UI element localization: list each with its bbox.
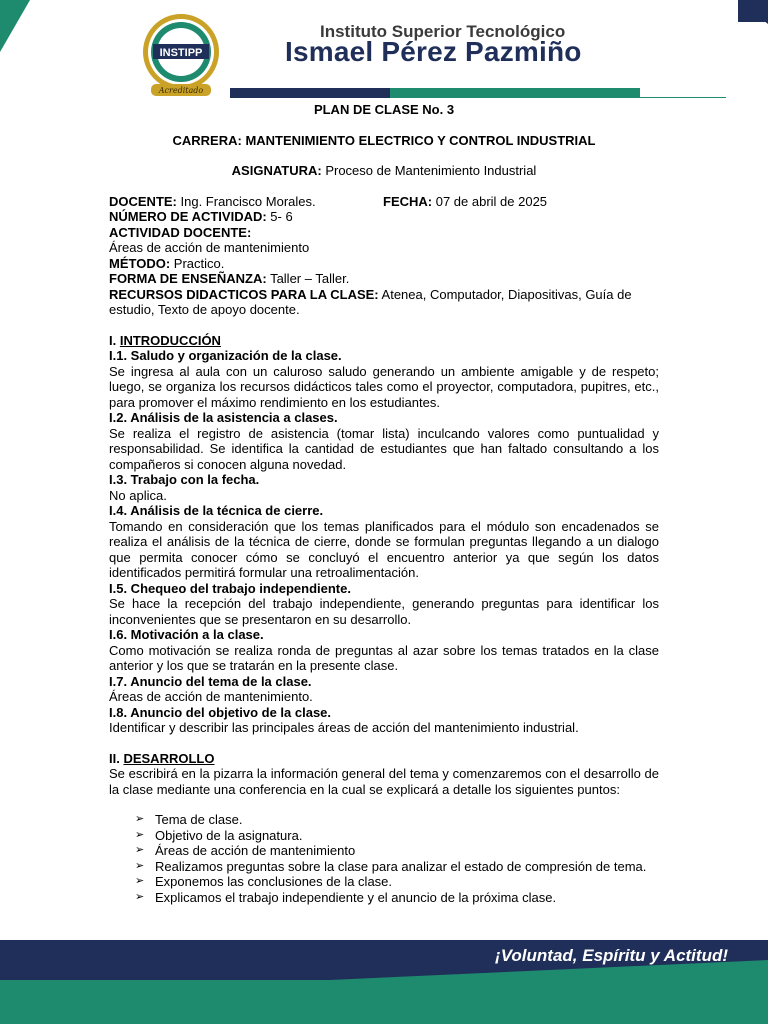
institution-name-line2: Ismael Pérez Pazmiño — [285, 36, 582, 67]
subsection-text: Identificar y describir las principales áreas de acción del mantenimiento industrial. — [109, 720, 579, 735]
arrow-bullet-icon: ➢ — [135, 859, 145, 872]
list-item: ➢ Exponemos las conclusiones de la clase. — [135, 874, 393, 889]
metodo-value: Practico. — [170, 255, 225, 271]
dev-number: II. — [109, 750, 124, 766]
actividad-docente-label: ACTIVIDAD DOCENTE: — [109, 224, 252, 240]
document-title: PLAN DE CLASE No. 3 — [313, 102, 455, 117]
header-bar-navy — [230, 88, 390, 98]
fecha-value: 07 de abril de 2025 — [432, 193, 548, 209]
arrow-bullet-icon: ➢ — [135, 890, 145, 903]
subsection-text: Se realiza el registro de asistencia (tomar lista) inculcando valores como puntualidad y responsabilidad. Se identifica la cantidad de estudiantes que han faltado consultando a los compañeros si conocen alguna novedad. — [109, 425, 659, 472]
arrow-bullet-icon: ➢ — [135, 813, 145, 825]
subsection-title: I.8. Anuncio del objetivo de la clase. — [109, 704, 332, 720]
docente-label: DOCENTE: — [109, 193, 177, 209]
subsection-title: I.6. Motivación a la clase. — [109, 627, 264, 642]
subsection-text: Se ingresa al aula con un caluroso saludo generando un ambiente amigable y de respeto; luego, se organiza los recursos didácticos tales como el proyector, computadora, pupitres, etc., para promover el máximo rendimiento en los estudiantes. — [109, 363, 659, 410]
intro-title: INTRODUCCIÓN — [119, 332, 221, 348]
logo-badge-text: Acreditado — [158, 86, 204, 95]
docente-line — [109, 194, 659, 210]
subsection-title: I.7. Anuncio del tema de la clase. — [109, 673, 312, 689]
desarrollo-text: Se escribirá en la pizarra la información general del tema y comenzaremos con el desarrollo de la clase mediante una conferencia en la cual se explicará a detalle los siguientes puntos: — [109, 766, 659, 797]
asignatura-label: ASIGNATURA: — [231, 163, 322, 178]
lesson-plan-document — [109, 102, 659, 905]
actividad-docente-value: Áreas de acción de mantenimiento — [109, 240, 310, 255]
metodo-line — [109, 256, 659, 272]
institution-name-line1: Instituto Superior Tecnológico — [320, 22, 566, 41]
logo-text: INSTIPP — [159, 47, 203, 59]
asignatura-value: Proceso de Mantenimiento Industrial — [321, 163, 537, 178]
section-introduccion-heading — [109, 333, 659, 349]
subsection-text: Se hace la recepción del trabajo independiente, generando preguntas para identificar los inconvenientes que se presentaron en su desarrollo. — [109, 596, 659, 627]
subsection-title: I.3. Trabajo con la fecha. — [109, 472, 260, 487]
intro-number: I. — [109, 332, 120, 348]
subsection-text: No aplica. — [109, 487, 167, 503]
subsection-title: I.1. Saludo y organización de la clase. — [109, 348, 342, 363]
docente-value: Ing. Francisco Morales. — [176, 193, 316, 209]
forma-line — [109, 271, 659, 287]
desarrollo-list — [109, 812, 659, 905]
arrow-bullet-icon: ➢ — [135, 875, 145, 887]
dev-title: DESARROLLO — [123, 750, 215, 766]
header-rule — [640, 97, 726, 98]
arrow-bullet-icon: ➢ — [135, 828, 145, 841]
corner-decoration-right-tip — [738, 0, 768, 24]
arrow-bullet-icon: ➢ — [135, 844, 145, 856]
carrera-line: CARRERA: MANTENIMIENTO ELECTRICO Y CONTROL INDUSTRIAL — [172, 132, 596, 148]
subsection-title: I.5. Chequeo del trabajo independiente. — [109, 580, 351, 596]
subsection-title: I.2. Análisis de la asistencia a clases. — [109, 410, 338, 425]
header-bar-green — [390, 88, 640, 98]
institute-logo — [137, 12, 225, 100]
list-item: ➢ Explicamos el trabajo independiente y el anuncio de la próxima clase. — [135, 889, 557, 905]
section-desarrollo-heading — [109, 751, 659, 767]
subsection-title: I.4. Análisis de la técnica de cierre. — [109, 503, 324, 518]
subsection-text: Áreas de acción de mantenimiento. — [109, 689, 313, 704]
forma-value: Taller – Taller. — [266, 271, 350, 286]
recursos-label: RECURSOS DIDACTICOS PARA LA CLASE: — [109, 286, 379, 302]
subsection-text: Como motivación se realiza ronda de preguntas al azar sobre los temas tratados en la clase anterior y los que se tratarán en la presente clase. — [109, 642, 659, 673]
asignatura-line — [109, 163, 659, 179]
numero-value: 5- 6 — [266, 209, 293, 224]
forma-label: FORMA DE ENSEÑANZA: — [109, 271, 267, 286]
footer-slogan: ¡Voluntad, Espíritu y Actitud! — [495, 946, 728, 965]
numero-label: NÚMERO DE ACTIVIDAD: — [109, 209, 267, 224]
list-item: ➢ Áreas de acción de mantenimiento — [135, 843, 356, 858]
recursos-value: Atenea, Computador, Diapositivas, Guía de estudio, Texto de apoyo docente. — [109, 286, 632, 317]
corner-decoration-left — [0, 0, 30, 52]
fecha-label: FECHA: — [383, 193, 433, 209]
list-item: ➢ Tema de clase. — [135, 812, 243, 827]
fecha-field — [383, 194, 547, 210]
metodo-label: MÉTODO: — [109, 255, 171, 271]
list-item: ➢ Realizamos preguntas sobre la clase para analizar el estado de compresión de tema. — [135, 858, 647, 874]
numero-actividad-line — [109, 209, 659, 225]
list-item: ➢ Objetivo de la asignatura. — [135, 827, 303, 843]
recursos-line — [109, 287, 659, 318]
subsection-text: Tomando en consideración que los temas planificados para el módulo son encadenados se realiza el análisis de la técnica de cierre, donde se formulan preguntas llegando a un dialogo que permita conocer cómo se concluyó el encuentro anterior ya que según los datos identificados permitirá formular una retroalimentación. — [109, 518, 659, 580]
